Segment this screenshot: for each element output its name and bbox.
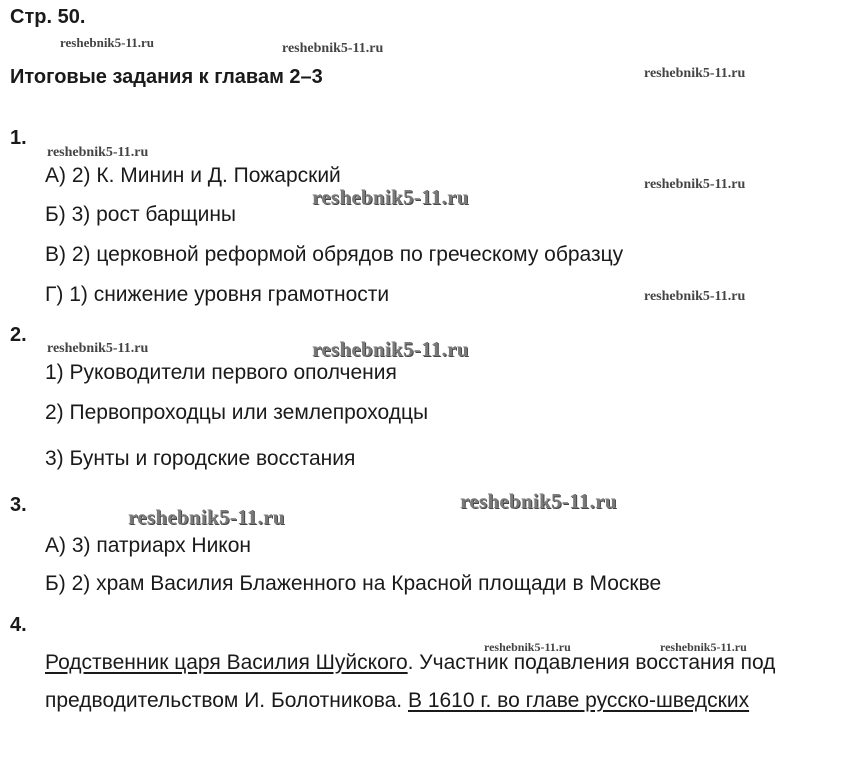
task-1-answer-b: Б) 3) рост барщины <box>45 203 237 226</box>
task-1-answer-d: Г) 1) снижение уровня грамотности <box>45 283 390 306</box>
task-2-answer-1: 1) Руководители первого ополчения <box>45 361 397 384</box>
watermark: reshebnik5-11.ru <box>644 289 746 304</box>
watermark: reshebnik5-11.ru <box>128 505 285 529</box>
task-3-answer-b: Б) 2) храм Василия Блаженного на Красной площади в Москве <box>45 572 662 595</box>
task-2-answer-2: 2) Первопроходцы или землепроходцы <box>45 401 429 424</box>
task-number-1: 1. <box>10 127 27 149</box>
section-title: Итоговые задания к главам 2–3 <box>10 66 323 88</box>
watermark: reshebnik5-11.ru <box>312 185 469 209</box>
watermark: reshebnik5-11.ru <box>660 640 747 654</box>
task-4-paragraph-line-2 <box>45 689 749 713</box>
watermark: reshebnik5-11.ru <box>484 640 571 654</box>
watermark: reshebnik5-11.ru <box>47 341 149 356</box>
watermark: reshebnik5-11.ru <box>282 41 384 56</box>
task-3-answer-a: А) 3) патриарх Никон <box>45 534 252 557</box>
task-4-underlined-phrase-2: В 1610 г. во главе русско-шведских <box>407 689 750 712</box>
watermark: reshebnik5-11.ru <box>644 66 746 81</box>
task-1-answer-a: А) 2) К. Минин и Д. Пожарский <box>45 164 341 187</box>
watermark: reshebnik5-11.ru <box>460 489 617 513</box>
task-number-3: 3. <box>10 494 27 516</box>
task-4-text-2: предводительством И. Болотникова. <box>45 689 408 712</box>
task-number-2: 2. <box>10 324 27 346</box>
task-2-answer-3: 3) Бунты и городские восстания <box>45 447 356 470</box>
watermark: reshebnik5-11.ru <box>312 337 469 361</box>
task-number-4: 4. <box>10 614 27 636</box>
watermark: reshebnik5-11.ru <box>644 177 746 192</box>
page-number-heading: Стр. 50. <box>10 6 86 28</box>
task-4-underlined-phrase-1: Родственник царя Василия Шуйского <box>45 651 408 674</box>
task-1-answer-c: В) 2) церковной реформой обрядов по греческому образцу <box>45 243 624 266</box>
task-4-text-1: . Участник подавления восстания под <box>407 651 776 674</box>
watermark: reshebnik5-11.ru <box>47 145 149 160</box>
watermark: reshebnik5-11.ru <box>60 35 155 50</box>
